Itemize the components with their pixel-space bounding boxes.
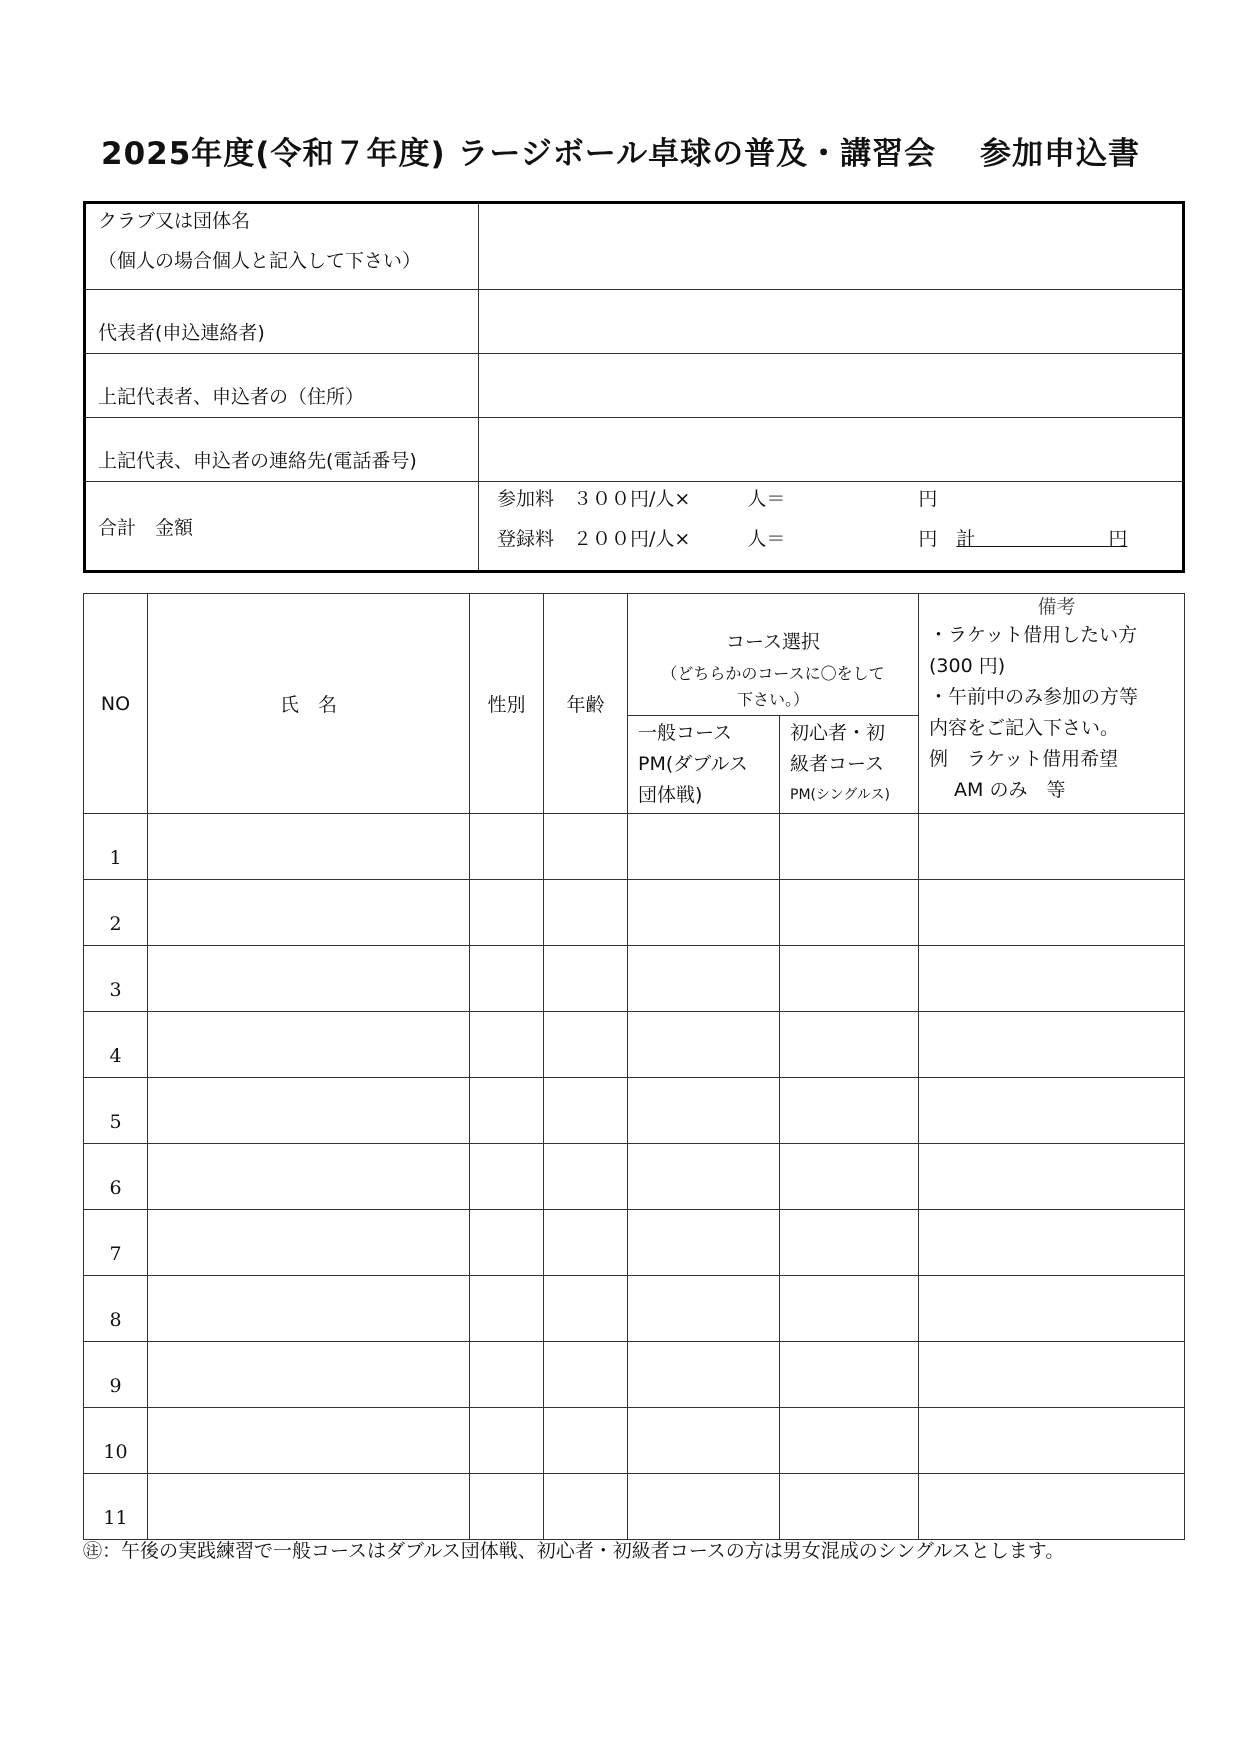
general-course-cell[interactable]: [628, 1474, 780, 1540]
page-title: 2025年度(令和７年度) ラージボール卓球の普及・講習会 参加申込書: [101, 136, 1140, 172]
table-row: [84, 880, 1185, 946]
notes-cell[interactable]: [919, 1012, 1185, 1078]
beginner-course-cell[interactable]: [780, 1474, 919, 1540]
age-header: 年齢: [544, 594, 628, 814]
table-row: [84, 946, 1185, 1012]
row-number: 7: [84, 1210, 148, 1276]
notes-header: [919, 594, 1185, 814]
sex-cell[interactable]: [470, 1012, 544, 1078]
age-cell[interactable]: [544, 880, 628, 946]
beginner-course-cell[interactable]: [780, 1078, 919, 1144]
age-cell[interactable]: [544, 814, 628, 880]
row-number: 6: [84, 1144, 148, 1210]
phone-label: 上記代表、申込者の連絡先(電話番号): [85, 418, 479, 482]
general-course-cell[interactable]: [628, 946, 780, 1012]
notes-line-1: ・ラケット借用したい方: [929, 624, 1138, 646]
age-cell[interactable]: [544, 1210, 628, 1276]
beginner-course-cell[interactable]: [780, 814, 919, 880]
club-name-label-line-2: （個人の場合個人と記入して下さい）: [98, 250, 422, 272]
name-cell[interactable]: [148, 1012, 470, 1078]
general-course-header: [628, 716, 780, 814]
age-cell[interactable]: [544, 1012, 628, 1078]
name-header: 氏 名: [148, 594, 470, 814]
notes-cell[interactable]: [919, 946, 1185, 1012]
age-cell[interactable]: [544, 1408, 628, 1474]
name-cell[interactable]: [148, 1474, 470, 1540]
representative-label: 代表者(申込連絡者): [85, 290, 479, 354]
name-cell[interactable]: [148, 1144, 470, 1210]
row-number: 2: [84, 880, 148, 946]
beginner-course-cell[interactable]: [780, 946, 919, 1012]
name-cell[interactable]: [148, 1342, 470, 1408]
general-course-cell[interactable]: [628, 1144, 780, 1210]
age-cell[interactable]: [544, 1144, 628, 1210]
row-number: 10: [84, 1408, 148, 1474]
beginner-course-header: [780, 716, 919, 814]
general-course-cell[interactable]: [628, 814, 780, 880]
table-row: [84, 1474, 1185, 1540]
row-number: 8: [84, 1276, 148, 1342]
notes-line-4: 内容をご記入下さい。: [929, 717, 1120, 739]
row-number: 1: [84, 814, 148, 880]
sex-cell[interactable]: [470, 1210, 544, 1276]
general-course-line-3: 団体戦): [638, 784, 703, 806]
name-cell[interactable]: [148, 946, 470, 1012]
course-selection-note-1: （どちらかのコースに〇をして: [661, 664, 885, 683]
total-amount-label: 合計 金額: [85, 482, 479, 572]
sex-cell[interactable]: [470, 1078, 544, 1144]
notes-cell[interactable]: [919, 814, 1185, 880]
beginner-course-cell[interactable]: [780, 1276, 919, 1342]
club-name-label: [85, 203, 479, 290]
name-cell[interactable]: [148, 880, 470, 946]
beginner-course-line-1: 初心者・初: [790, 722, 886, 744]
general-course-cell[interactable]: [628, 1342, 780, 1408]
applicant-info-table: [83, 201, 1185, 573]
participant-rows: [84, 814, 1185, 1540]
course-selection-header: [628, 594, 919, 716]
beginner-course-cell[interactable]: [780, 1408, 919, 1474]
participant-table: [83, 593, 1185, 1540]
age-cell[interactable]: [544, 1342, 628, 1408]
notes-line-6: AM のみ 等: [929, 779, 1066, 801]
beginner-course-cell[interactable]: [780, 1342, 919, 1408]
table-row: [84, 1144, 1185, 1210]
grand-total-label: 計: [956, 528, 976, 550]
beginner-course-cell[interactable]: [780, 1012, 919, 1078]
name-cell[interactable]: [148, 1276, 470, 1342]
sex-cell[interactable]: [470, 946, 544, 1012]
row-number: 3: [84, 946, 148, 1012]
sex-cell[interactable]: [470, 1144, 544, 1210]
notes-cell[interactable]: [919, 1408, 1185, 1474]
sex-cell[interactable]: [470, 1276, 544, 1342]
row-number: 9: [84, 1342, 148, 1408]
row-number: 4: [84, 1012, 148, 1078]
notes-cell[interactable]: [919, 1474, 1185, 1540]
participation-fee-line: 参加料 ３００円/人× 人＝ 円: [497, 488, 938, 510]
general-course-cell[interactable]: [628, 1078, 780, 1144]
sex-cell[interactable]: [470, 1408, 544, 1474]
notes-cell[interactable]: [919, 1210, 1185, 1276]
address-label: 上記代表者、申込者の（住所）: [85, 354, 479, 418]
grand-total-unit: 円: [1108, 528, 1128, 550]
table-row: [84, 814, 1185, 880]
course-selection-note-2: 下さい。）: [737, 690, 810, 709]
beginner-course-line-2: 級者コース: [790, 753, 885, 775]
age-cell[interactable]: [544, 946, 628, 1012]
general-course-line-1: 一般コース: [638, 722, 733, 744]
grand-total-field[interactable]: [956, 528, 1127, 550]
general-course-line-2: PM(ダブルス: [638, 753, 748, 775]
notes-title: 備考: [1037, 596, 1076, 618]
notes-line-5: 例 ラケット借用希望: [929, 748, 1119, 770]
notes-line-2: (300 円): [929, 655, 1006, 677]
address-field[interactable]: [479, 354, 1184, 418]
age-cell[interactable]: [544, 1276, 628, 1342]
beginner-course-line-3: PM(シングルス): [790, 787, 890, 803]
table-row: [84, 1408, 1185, 1474]
general-course-cell[interactable]: [628, 880, 780, 946]
name-cell[interactable]: [148, 1078, 470, 1144]
general-course-cell[interactable]: [628, 1210, 780, 1276]
table-row: [84, 1078, 1185, 1144]
representative-field[interactable]: [479, 290, 1184, 354]
name-cell[interactable]: [148, 1408, 470, 1474]
table-row: [84, 1210, 1185, 1276]
phone-field[interactable]: [479, 418, 1184, 482]
name-cell[interactable]: [148, 1210, 470, 1276]
footnote: ㊟：午後の実践練習で一般コースはダブルス団体戦、初心者・初級者コースの方は男女混成のシングルスとします。: [83, 1540, 1065, 1562]
general-course-cell[interactable]: [628, 1012, 780, 1078]
sex-cell[interactable]: [470, 1342, 544, 1408]
table-row: [84, 1276, 1185, 1342]
sex-header: 性別: [470, 594, 544, 814]
registration-fee-text: 登録料 ２００円/人× 人＝ 円: [497, 528, 957, 550]
registration-fee-line: [479, 524, 1182, 551]
club-name-field[interactable]: [479, 203, 1184, 290]
general-course-cell[interactable]: [628, 1276, 780, 1342]
no-header: NO: [84, 594, 148, 814]
table-row: [84, 1012, 1185, 1078]
age-cell[interactable]: [544, 1474, 628, 1540]
general-course-cell[interactable]: [628, 1408, 780, 1474]
beginner-course-cell[interactable]: [780, 880, 919, 946]
sex-cell[interactable]: [470, 814, 544, 880]
notes-line-3: ・午前中のみ参加の方等: [929, 686, 1139, 708]
age-cell[interactable]: [544, 1078, 628, 1144]
row-number: 5: [84, 1078, 148, 1144]
row-number: 11: [84, 1474, 148, 1540]
beginner-course-cell[interactable]: [780, 1210, 919, 1276]
sex-cell[interactable]: [470, 880, 544, 946]
notes-cell[interactable]: [919, 1078, 1185, 1144]
club-name-label-line-1: クラブ又は団体名: [98, 210, 251, 232]
notes-cell[interactable]: [919, 1144, 1185, 1210]
notes-cell[interactable]: [919, 1276, 1185, 1342]
notes-cell[interactable]: [919, 880, 1185, 946]
notes-cell[interactable]: [919, 1342, 1185, 1408]
fee-calculation[interactable]: [479, 482, 1184, 572]
table-row: [84, 1342, 1185, 1408]
course-selection-title: コース選択: [725, 631, 821, 653]
beginner-course-cell[interactable]: [780, 1144, 919, 1210]
name-cell[interactable]: [148, 814, 470, 880]
sex-cell[interactable]: [470, 1474, 544, 1540]
